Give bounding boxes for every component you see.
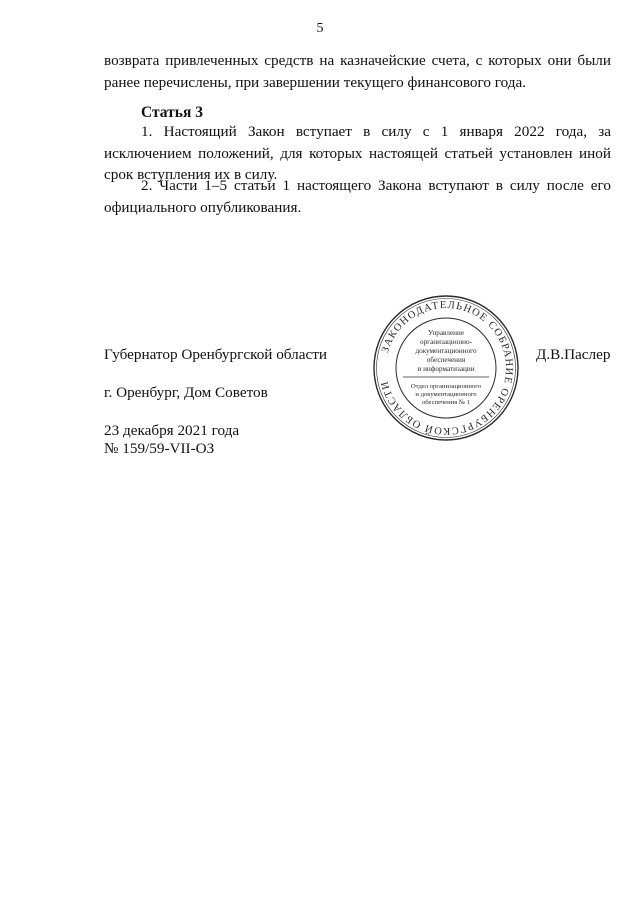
signatory-name: Д.В.Паслер (536, 346, 611, 363)
law-number: № 159/59-VII-ОЗ (104, 440, 215, 457)
stamp-inner-line-4: обеспечения (426, 356, 466, 364)
official-seal-stamp (371, 293, 521, 443)
stamp-department-line-2: и документационного (415, 391, 477, 398)
signing-date: 23 декабря 2021 года (104, 422, 240, 439)
stamp-inner-line-2: организационно- (419, 338, 473, 346)
article-point-1: 1. Настоящий Закон вступает в силу с 1 января 2022 года, за исключением положений, для которых настоящей статьей установлен иной срок вступления их в силу. (104, 123, 611, 183)
signatory-position: Губернатор Оренбургской области (104, 346, 327, 363)
page-number: 5 (316, 21, 324, 36)
article-point-2: 2. Части 1–5 статьи 1 настоящего Закона вступают в силу после его официального опубликования. (104, 177, 611, 216)
stamp-inner-line-3: документационного (415, 347, 477, 355)
stamp-department-line-3: обеспечения № 1 (421, 399, 471, 406)
article-heading: Статья 3 (141, 104, 203, 121)
stamp-department-line-1: Отдел организационного (410, 383, 482, 390)
stamp-inner-line-5: и информатизации (417, 365, 475, 373)
continuation-paragraph: возврата привлеченных средств на казначейские счета, с которых они были ранее перечислены, при завершении текущего финансового года. (104, 52, 611, 91)
stamp-inner-line-1: Управление (427, 329, 465, 337)
stamp-ring-text: ЗАКОНОДАТЕЛЬНОЕ СОБРАНИЕ ОРЕНБУРГСКОЙ ОБЛАСТИ (379, 299, 515, 437)
signing-place: г. Оренбург, Дом Советов (104, 384, 268, 401)
